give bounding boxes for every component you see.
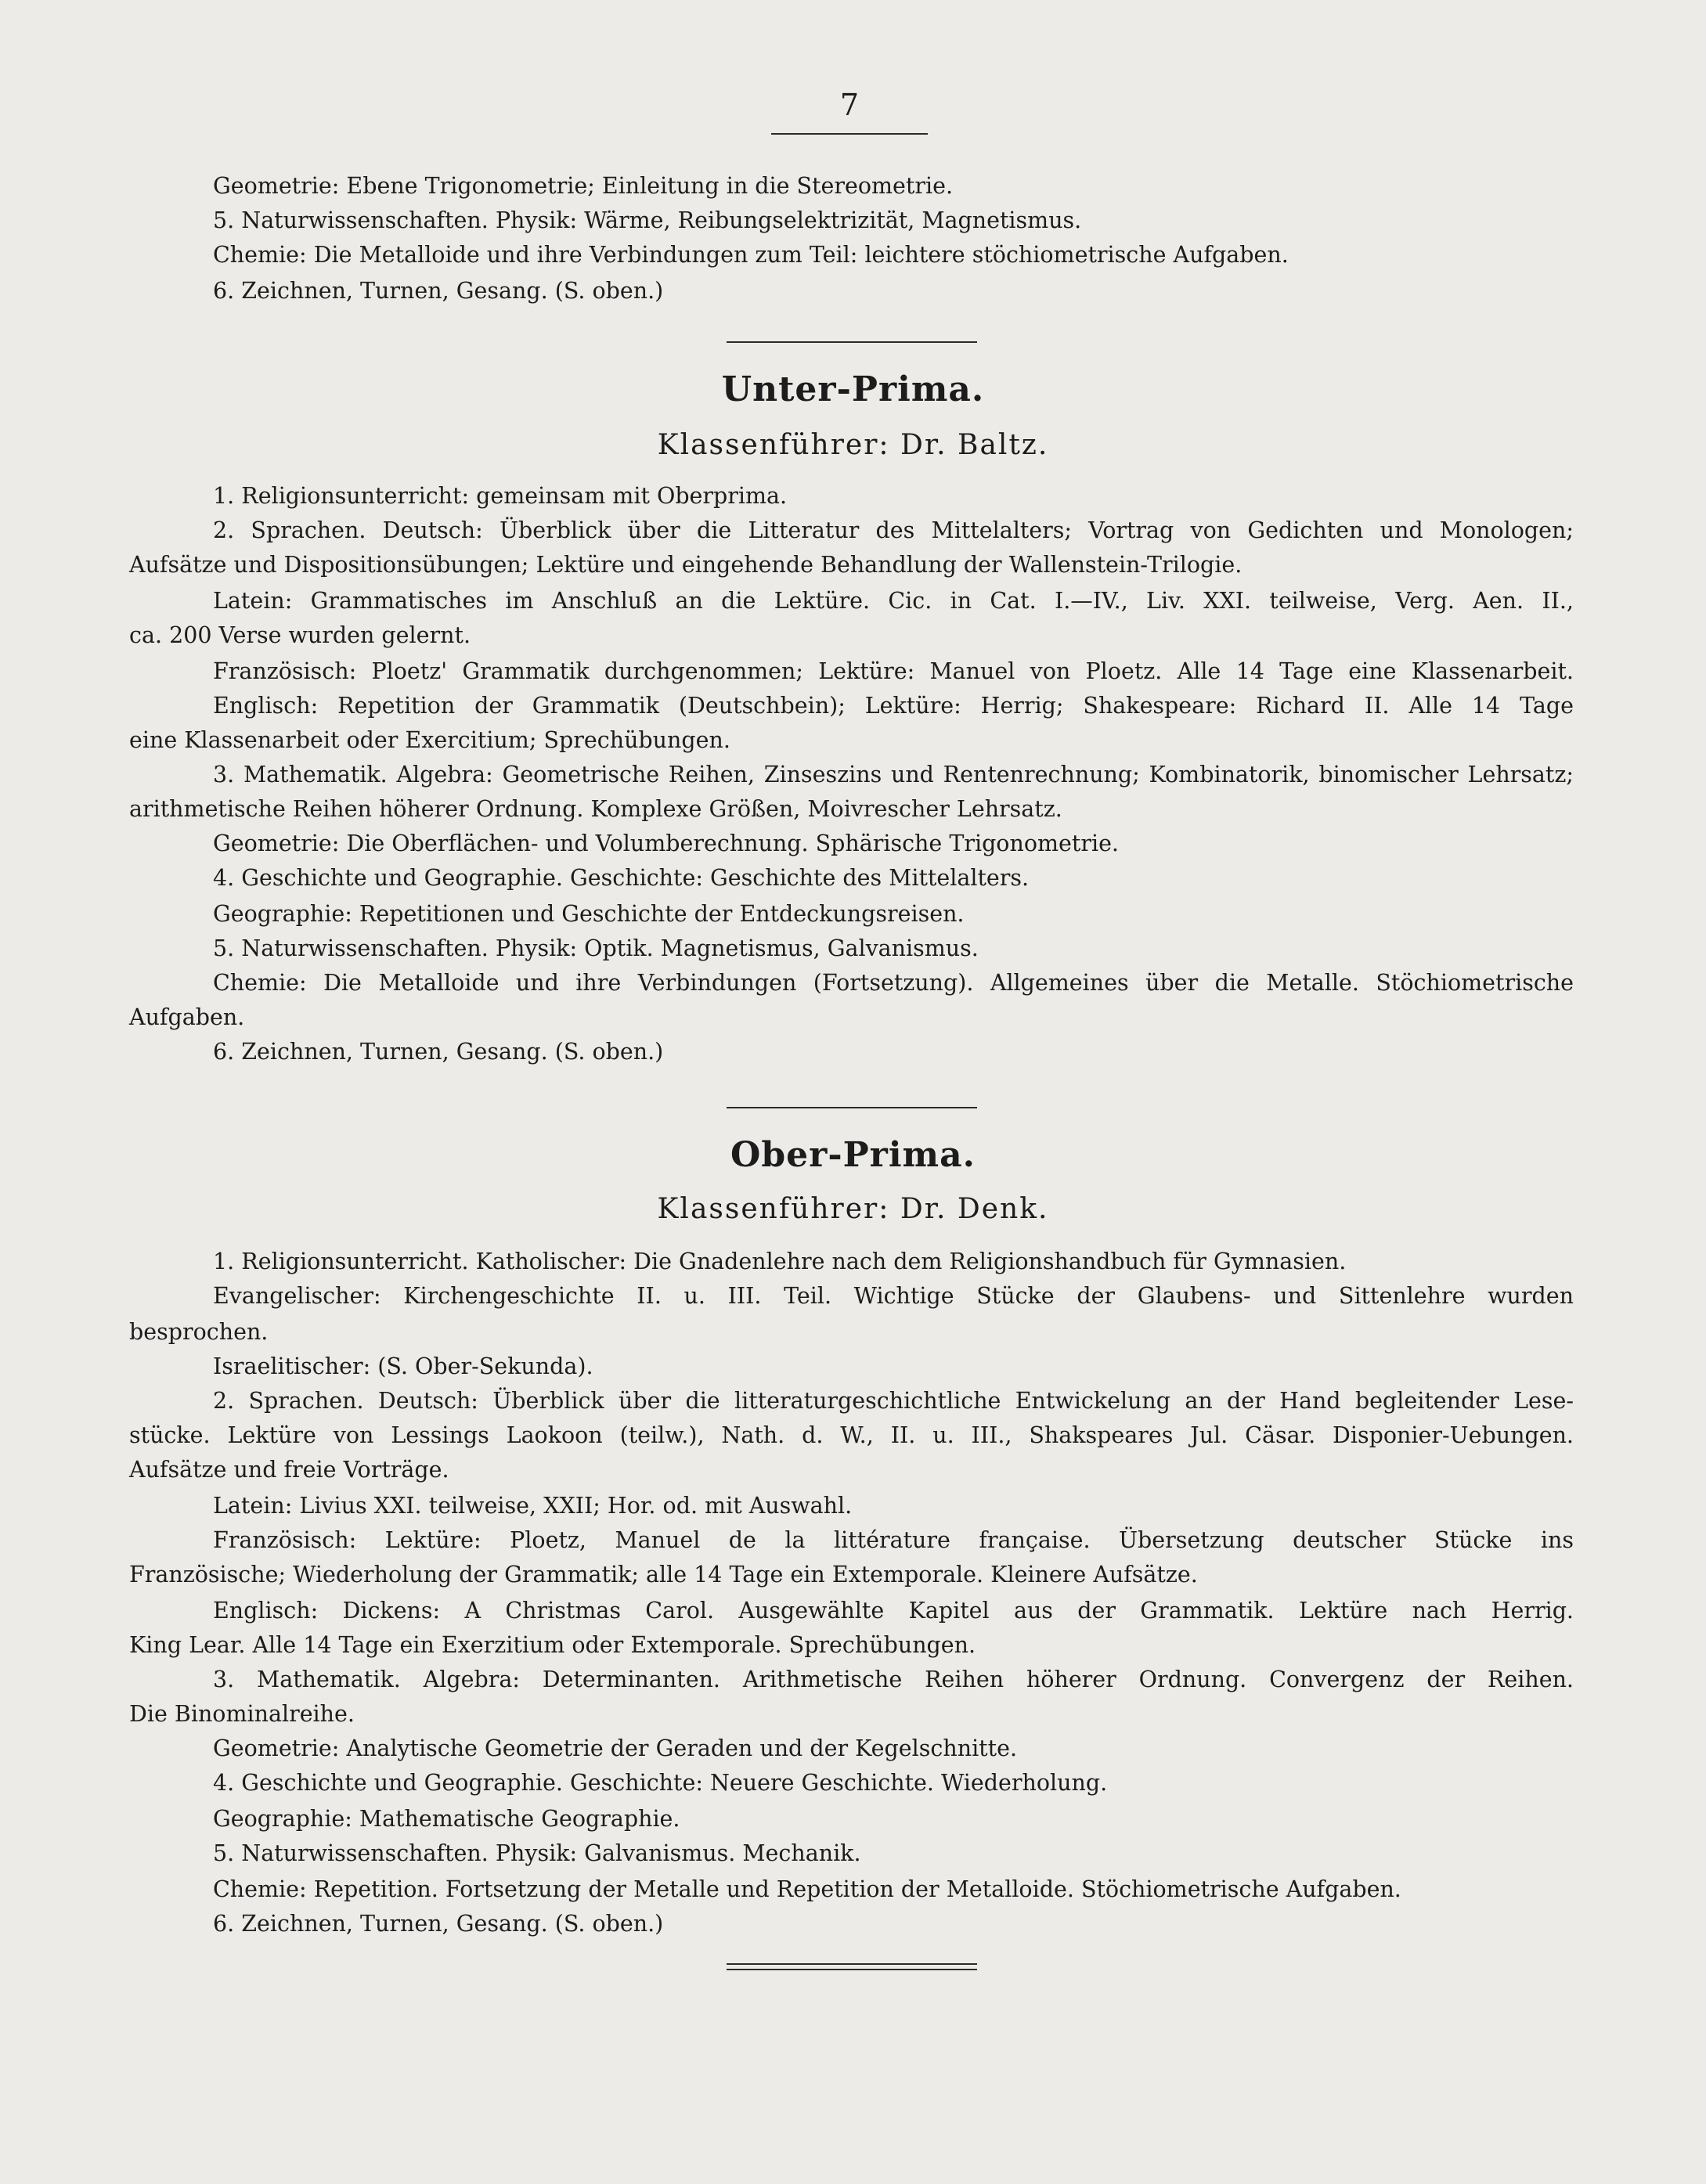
text-line: 1. Religionsunterricht: gemeinsam mit Oberprima.	[213, 483, 788, 509]
text-line: 6. Zeichnen, Turnen, Gesang. (S. oben.)	[213, 278, 664, 304]
text-line: Chemie: Repetition. Fortsetzung der Metalle und Repetition der Metalloide. Stöchiometrische Aufgaben.	[213, 1876, 1401, 1902]
text-line: 6. Zeichnen, Turnen, Gesang. (S. oben.)	[213, 1039, 664, 1065]
text-line: Aufsätze und freie Vorträge.	[129, 1457, 449, 1483]
text-line: 6. Zeichnen, Turnen, Gesang. (S. oben.)	[213, 1911, 664, 1937]
text-line: Aufsätze und Dispositionsübungen; Lektüre und eingehende Behandlung der Wallenstein-Trilogie.	[129, 552, 1243, 578]
text-line: 4. Geschichte und Geographie. Geschichte: Geschichte des Mittelalters.	[213, 865, 1030, 891]
text-line: 2. Sprachen. Deutsch: Überblick über die litteraturgeschichtliche Entwickelung an der Hand begleitender Lese-	[213, 1388, 1574, 1414]
divider	[771, 133, 928, 135]
text-line: stücke. Lektüre von Lessings Laokoon (teilw.), Nath. d. W., II. u. III., Shakspeares Jul. Cäsar. Disponier-Uebungen.	[129, 1422, 1574, 1448]
text-line: eine Klassenarbeit oder Exercitium; Sprechübungen.	[129, 727, 730, 753]
section-title-ober-prima: Ober-Prima.	[730, 1135, 976, 1175]
text-line: Französisch: Ploetz' Grammatik durchgenommen; Lektüre: Manuel von Ploetz. Alle 14 Tage eine Klassenarbeit.	[213, 658, 1574, 684]
text-line: Französische; Wiederholung der Grammatik; alle 14 Tage ein Extemporale. Kleinere Aufsätze.	[129, 1562, 1198, 1588]
text-line: Latein: Livius XXI. teilweise, XXII; Hor. od. mit Auswahl.	[213, 1493, 853, 1519]
text-line: Aufgaben.	[129, 1004, 245, 1030]
text-line: 1. Religionsunterricht. Katholischer: Die Gnadenlehre nach dem Religionshandbuch für Gymnasien.	[213, 1249, 1347, 1274]
text-line: Latein: Grammatisches im Anschluß an die Lektüre. Cic. in Cat. I.—IV., Liv. XXI. teilweise, Verg. Aen. II.,	[213, 588, 1574, 614]
page-number: 7	[839, 88, 860, 122]
section-divider	[727, 341, 977, 343]
text-line: Englisch: Repetition der Grammatik (Deutschbein); Lektüre: Herrig; Shakespeare: Richard II. Alle 14 Tage	[213, 693, 1574, 719]
text-line: Israelitischer: (S. Ober-Sekunda).	[213, 1353, 593, 1379]
text-line: 5. Naturwissenschaften. Physik: Wärme, Reibungselektrizität, Magnetismus.	[213, 207, 1082, 233]
text-line: Geographie: Mathematische Geographie.	[213, 1806, 680, 1832]
text-line: ca. 200 Verse wurden gelernt.	[129, 622, 471, 648]
text-line: 3. Mathematik. Algebra: Geometrische Reihen, Zinseszins und Rentenrechnung; Kombinatorik, binomischer Lehrsatz;	[213, 762, 1574, 787]
text-line: Französisch: Lektüre: Ploetz, Manuel de la littérature française. Übersetzung deutscher Stücke ins	[213, 1527, 1574, 1553]
text-line: Die Binominalreihe.	[129, 1701, 355, 1727]
text-line: 5. Naturwissenschaften. Physik: Optik. Magnetismus, Galvanismus.	[213, 935, 979, 961]
text-line: 4. Geschichte und Geographie. Geschichte: Neuere Geschichte. Wiederholung.	[213, 1770, 1108, 1796]
text-line: Evangelischer: Kirchengeschichte II. u. III. Teil. Wichtige Stücke der Glaubens- und Sittenlehre wurden	[213, 1283, 1574, 1309]
text-line: 2. Sprachen. Deutsch: Überblick über die Litteratur des Mittelalters; Vortrag von Gedichten und Monologen;	[213, 517, 1574, 543]
text-line: besprochen.	[129, 1319, 269, 1345]
text-line: arithmetische Reihen höherer Ordnung. Komplexe Größen, Moivrescher Lehrsatz.	[129, 796, 1062, 822]
text-line: Chemie: Die Metalloide und ihre Verbindungen zum Teil: leichtere stöchiometrische Aufgaben.	[213, 242, 1289, 268]
section-title-unter-prima: Unter-Prima.	[721, 369, 985, 409]
text-line: King Lear. Alle 14 Tage ein Exerzitium oder Extemporale. Sprechübungen.	[129, 1632, 976, 1658]
class-teacher-unter-prima: Klassenführer: Dr. Baltz.	[657, 429, 1049, 461]
text-line: 5. Naturwissenschaften. Physik: Galvanismus. Mechanik.	[213, 1840, 861, 1866]
text-line: Geometrie: Die Oberflächen- und Volumberechnung. Sphärische Trigonometrie.	[213, 831, 1119, 856]
text-line: Chemie: Die Metalloide und ihre Verbindungen (Fortsetzung). Allgemeines über die Metalle. Stöchiometrische	[213, 970, 1574, 996]
class-teacher-ober-prima: Klassenführer: Dr. Denk.	[657, 1193, 1049, 1225]
text-line: Geometrie: Analytische Geometrie der Geraden und der Kegelschnitte.	[213, 1735, 1018, 1761]
section-divider	[727, 1107, 977, 1108]
text-line: 3. Mathematik. Algebra: Determinanten. Arithmetische Reihen höherer Ordnung. Convergenz der Reihen.	[213, 1667, 1574, 1692]
end-double-rule	[727, 1963, 977, 1965]
text-line: Englisch: Dickens: A Christmas Carol. Ausgewählte Kapitel aus der Grammatik. Lektüre nach Herrig.	[213, 1598, 1574, 1624]
text-line: Geographie: Repetitionen und Geschichte der Entdeckungsreisen.	[213, 901, 965, 927]
text-line: Geometrie: Ebene Trigonometrie; Einleitung in die Stereometrie.	[213, 173, 954, 199]
